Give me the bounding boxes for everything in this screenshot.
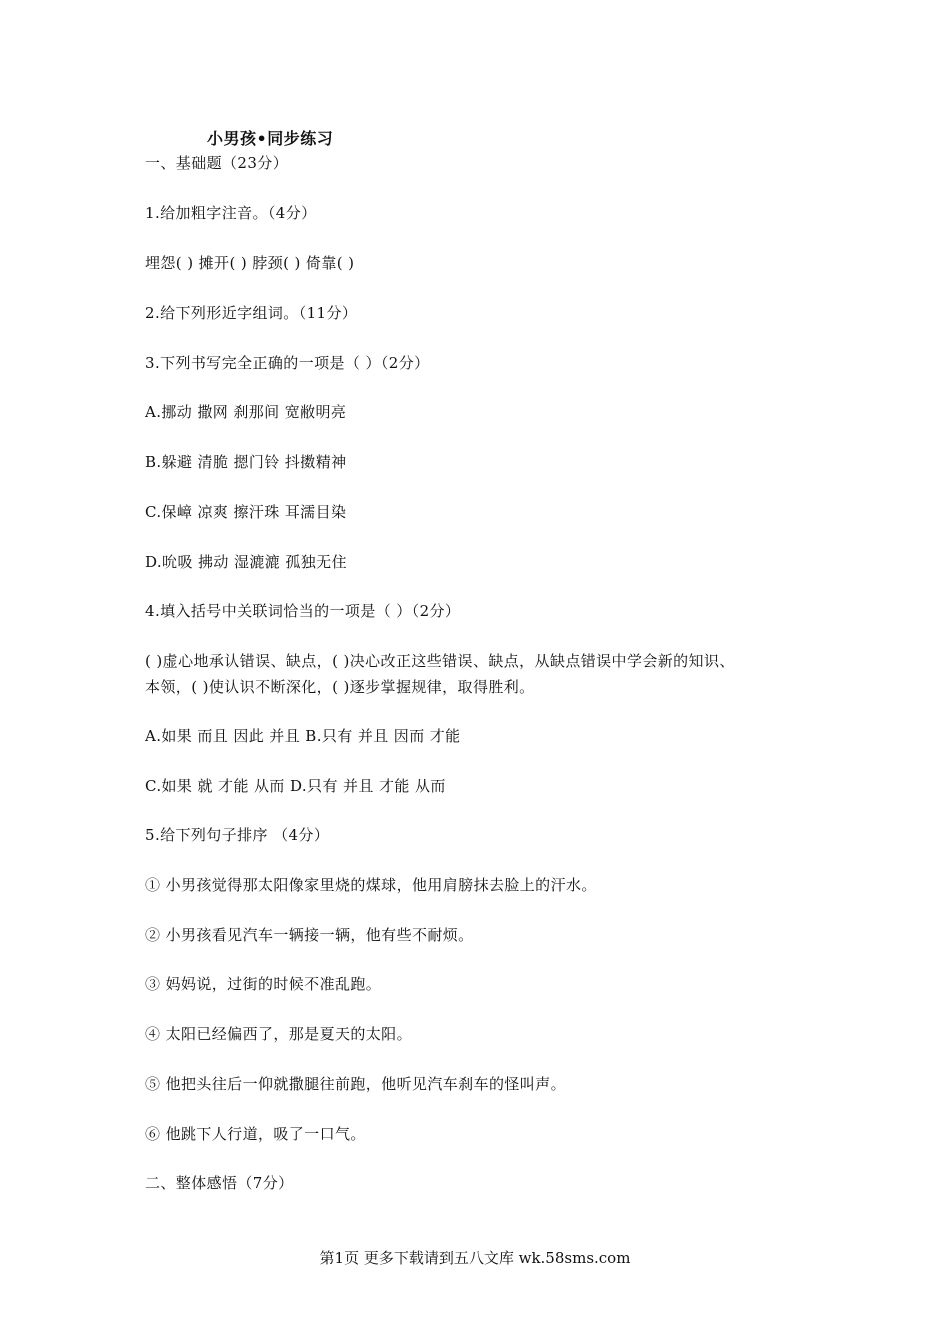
question-5: 5.给下列句子排序 （4分） — [145, 826, 330, 844]
question-4: 4.填入括号中关联词恰当的一项是（ ）（2分） — [145, 602, 461, 620]
question-3-option-d: D.吮吸 拂动 湿漉漉 孤独无住 — [145, 553, 347, 571]
question-3: 3.下列书写完全正确的一项是（ ）（2分） — [145, 354, 430, 372]
sentence-6: ⑥ 他跳下人行道，吸了一口气。 — [145, 1125, 366, 1143]
sentence-3: ③ 妈妈说，过街的时候不准乱跑。 — [145, 975, 382, 993]
document-title: 小男孩•同步练习 — [207, 129, 334, 148]
question-4-passage-line-2: 本领，( )使认识不断深化，( )逐步掌握规律，取得胜利。 — [145, 678, 535, 696]
section-heading-2: 二、整体感悟（7分） — [145, 1174, 294, 1192]
sentence-5: ⑤ 他把头往后一仰就撒腿往前跑，他听见汽车刹车的怪叫声。 — [145, 1075, 566, 1093]
question-4-options-ab: A.如果 而且 因此 并且 B.只有 并且 因而 才能 — [145, 727, 461, 745]
question-3-option-c: C.保嶂 凉爽 擦汗珠 耳濡目染 — [145, 503, 347, 521]
page-footer: 第1页 更多下载请到五八文库 wk.58sms.com — [319, 1249, 631, 1267]
sentence-1: ① 小男孩觉得那太阳像家里烧的煤球，他用肩膀抹去脸上的汗水。 — [145, 876, 597, 894]
sentence-2: ② 小男孩看见汽车一辆接一辆，他有些不耐烦。 — [145, 926, 474, 944]
section-heading: 一、基础题（23分） — [145, 154, 289, 172]
sentence-4: ④ 太阳已经偏西了，那是夏天的太阳。 — [145, 1025, 412, 1043]
question-4-options-cd: C.如果 就 才能 从而 D.只有 并且 才能 从而 — [145, 777, 446, 795]
question-4-passage-line-1: ( )虚心地承认错误、缺点，( )决心改正这些错误、缺点，从缺点错误中学会新的知识、 — [145, 652, 735, 670]
question-1-items: 埋怨( ) 摊开( ) 脖颈( ) 倚靠( ) — [145, 254, 355, 272]
question-1: 1.给加粗字注音。（4分） — [145, 204, 317, 222]
question-3-option-a: A.挪动 撒网 刹那间 宽敝明亮 — [145, 403, 347, 421]
question-3-option-b: B.躲避 清脆 摁门铃 抖擞精神 — [145, 453, 347, 471]
question-2: 2.给下列形近字组词。（11分） — [145, 304, 358, 322]
